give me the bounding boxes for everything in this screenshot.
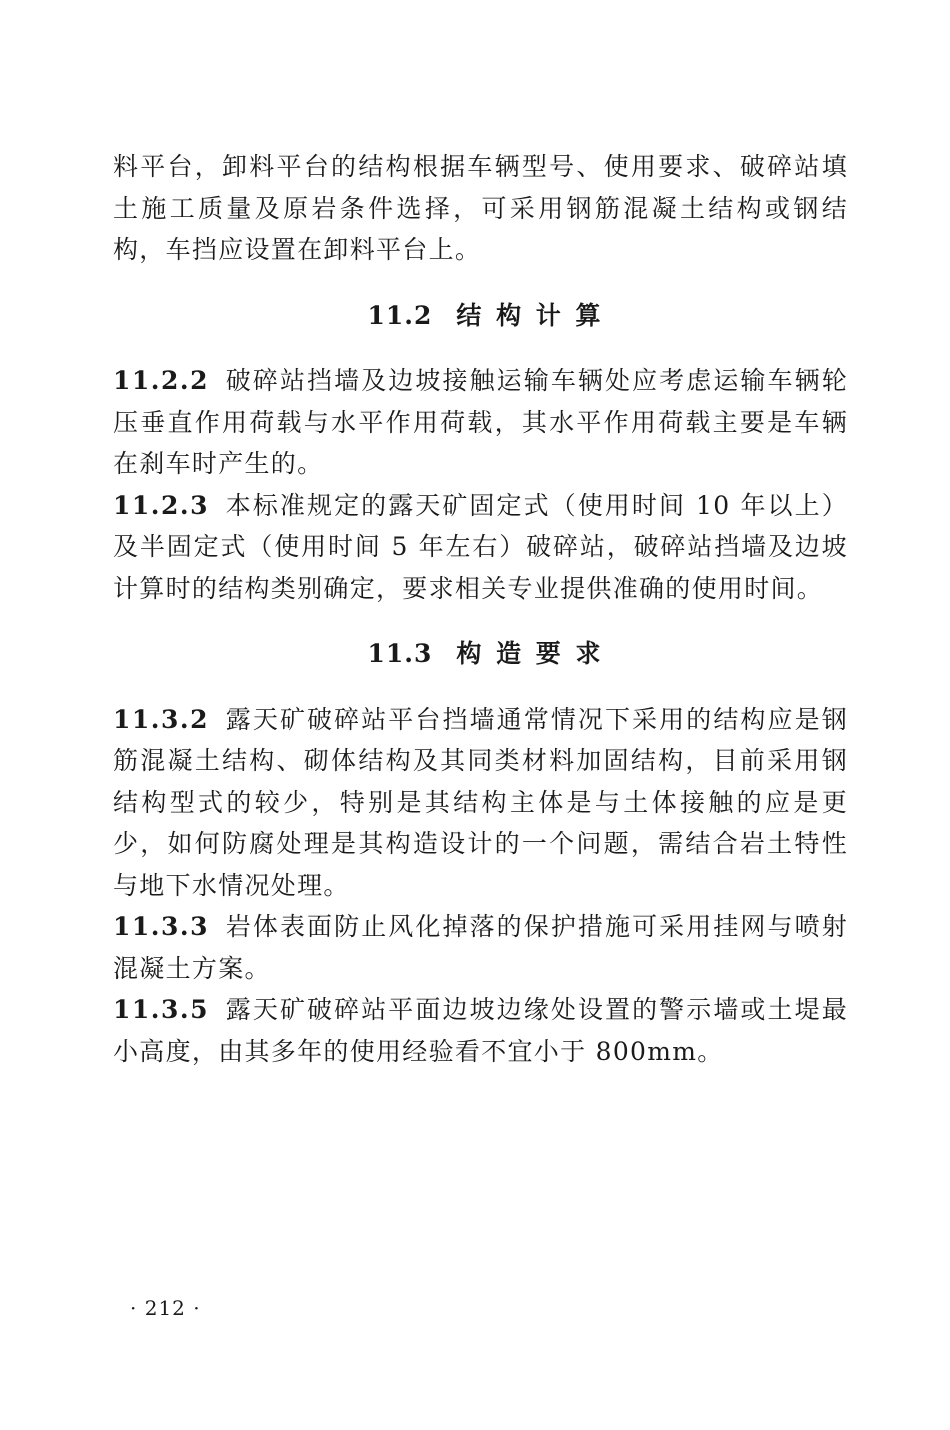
clause-11-3-2 (113, 699, 848, 907)
clause-number: 11.3.3 (113, 912, 209, 941)
clause-text: 破碎站挡墙及边坡接触运输车辆处应考虑运输车辆轮压垂直作用荷载与水平作用荷载，其水平作用荷载主要是车辆在刹车时产生的。 (113, 366, 848, 478)
section-title: 结 构 计 算 (456, 300, 604, 330)
clause-number: 11.3.2 (113, 704, 209, 734)
clause-11-2-2 (113, 360, 848, 485)
section-title: 构 造 要 求 (456, 639, 604, 668)
clause-number: 11.2.3 (113, 490, 209, 520)
section-number: 11.3 (367, 639, 433, 668)
section-heading-11-2 (113, 295, 848, 337)
page-content (113, 146, 848, 1072)
clause-11-2-3 (113, 485, 848, 610)
page-number: · 212 · (130, 1296, 201, 1320)
clause-text: 露天矿破碎站平台挡墙通常情况下采用的结构应是钢筋混凝土结构、砌体结构及其同类材料加固结构，目前采用钢结构型式的较少，特别是其结构主体是与土体接触的应是更少，如何防腐处理是其构造设计的一个问题，需结合岩土特性与地下水情况处理。 (113, 704, 848, 900)
clause-number: 11.3.5 (113, 995, 209, 1024)
clause-text: 岩体表面防止风化掉落的保护措施可采用挂网与喷射混凝土方案。 (113, 912, 848, 983)
clause-text: 本标准规定的露天矿固定式（使用时间 10 年以上）及半固定式（使用时间 5 年左右）破碎站，破碎站挡墙及边坡计算时的结构类别确定，要求相关专业提供准确的使用时间。 (113, 490, 848, 603)
section-heading-11-3 (113, 633, 848, 675)
clause-11-3-5 (113, 989, 848, 1072)
section-number: 11.2 (367, 300, 433, 330)
clause-11-3-3 (113, 906, 848, 989)
continuation-paragraph: 料平台，卸料平台的结构根据车辆型号、使用要求、破碎站填土施工质量及原岩条件选择，可采用钢筋混凝土结构或钢结构，车挡应设置在卸料平台上。 (113, 152, 848, 264)
clause-number: 11.2.2 (113, 366, 209, 395)
clause-text: 露天矿破碎站平面边坡边缘处设置的警示墙或土堤最小高度，由其多年的使用经验看不宜小于 800mm。 (113, 995, 848, 1066)
